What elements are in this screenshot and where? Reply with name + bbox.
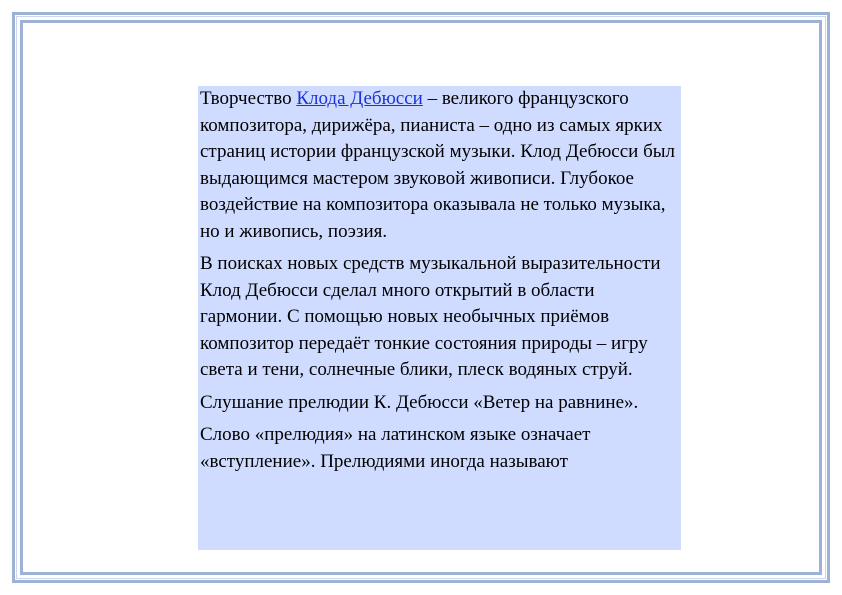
text-block <box>198 86 681 550</box>
paragraph-intro-suffix: – великого французского композитора, дирижёра, пианиста – одно из самых ярких страниц истории французской музыки. Клод Дебюсси был выдающимся мастером звуковой живописи. Глубокое воздействие на композитора оказывала не только музыка, но и живопись, поэзия. <box>200 88 675 242</box>
paragraph-harmony: В поисках новых средств музыкальной выразительности Клод Дебюсси сделал много открытий в области гармонии. С помощью новых необычных приёмов композитор передаёт тонкие состояния природы – игру света и тени, солнечные блики, плеск водяных струй. <box>200 253 661 380</box>
paragraph-listening: Слушание прелюдии К. Дебюсси «Ветер на равнине». <box>200 391 639 413</box>
paragraph-intro-prefix: Творчество <box>200 88 297 109</box>
paragraph-prelude: Слово «прелюдия» на латинском языке означает «вступление». Прелюдиями иногда называют <box>200 424 591 472</box>
paragraph-intro <box>200 86 679 245</box>
debussy-link[interactable]: Клода Дебюсси <box>296 88 423 109</box>
